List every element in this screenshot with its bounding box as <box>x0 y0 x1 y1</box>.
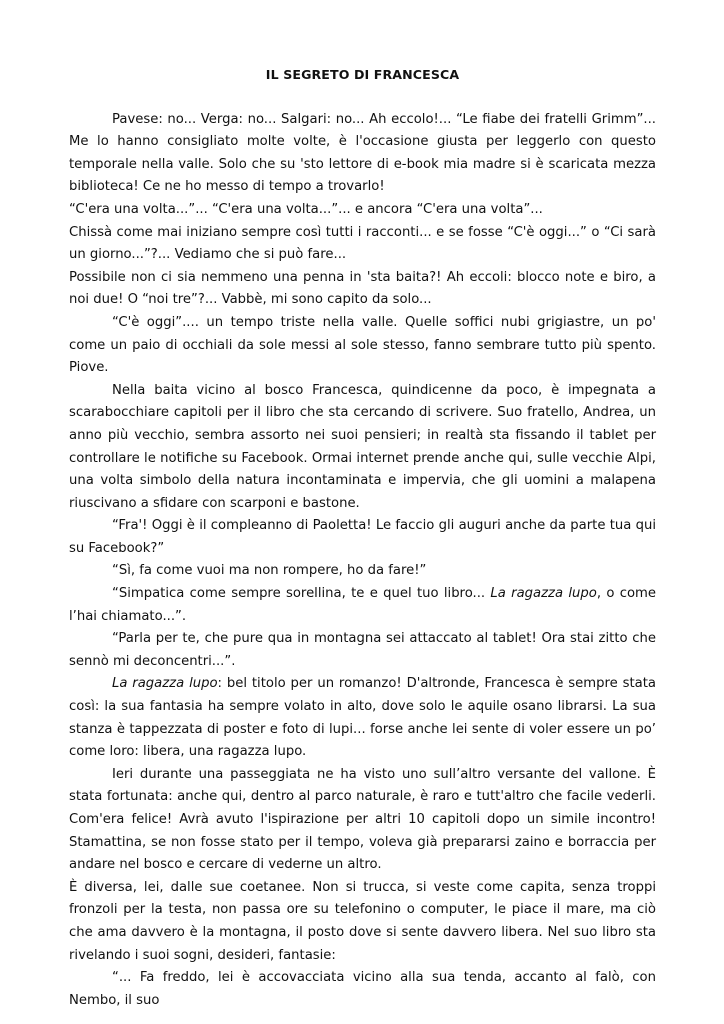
italic-book-title: La ragazza lupo <box>490 586 597 602</box>
paragraph-text: , o come l’hai chiamato...”. <box>69 586 656 624</box>
paragraph <box>69 628 656 673</box>
document-title: IL SEGRETO DI FRANCESCA <box>265 67 460 82</box>
italic-book-title: La ragazza lupo <box>112 676 218 692</box>
paragraph-text: Pavese: no... Verga: no... Salgari: no... Ah eccolo!... “Le fiabe dei fratelli Grimm”... Me lo hanno consigliato molte volte, è l'occasione giusta per leggerlo con questo temporale nella valle. Solo che su 'sto lettore di e-book mia madre si è scaricata mezza biblioteca! Ce ne ho messo di tempo a trovarlo! <box>69 111 656 195</box>
paragraph-text: Ieri durante una passeggiata ne ha visto uno sull’altro versante del vallone. È stata fortunata: anche qui, dentro al parco naturale, è raro e tutt'altro che facile vederli. Com'era felice! Avrà avuto l'ispirazione per altri 10 capitoli dopo un simile incontro! Stamattina, se non fosse stato per il tempo, voleva già prepararsi zaino e borraccia per andare nel bosco e cercare di vederne un altro. <box>69 766 656 873</box>
paragraph <box>69 267 656 312</box>
paragraph-text: È diversa, lei, dalle sue coetanee. Non si trucca, si veste come capita, senza troppi fronzoli per la testa, non passa ore su telefonino o computer, le piace il mare, ma ciò che ama davvero è la montagna, il posto dove si sente davvero libera. Nel suo libro sta rivelando i suoi sogni, desideri, fantasie: <box>69 879 656 963</box>
paragraph <box>69 109 656 199</box>
paragraph <box>69 312 656 380</box>
paragraph <box>69 967 656 1012</box>
paragraph <box>69 673 656 763</box>
paragraph <box>69 380 656 516</box>
paragraph <box>69 199 656 222</box>
paragraph-text: : bel titolo per un romanzo! D'altronde, Francesca è sempre stata così: la sua fantasia ha sempre volato in alto, dove solo le aquile osano librarsi. La sua stanza è tappezzata di poster e foto di lupi... forse anche lei sente di voler essere un po’ come loro: libera, una ragazza lupo. <box>69 676 656 760</box>
paragraph-text: “Sì, fa come vuoi ma non rompere, ho da fare!” <box>112 563 427 579</box>
paragraph <box>69 560 656 583</box>
paragraph <box>69 583 656 628</box>
document-body <box>69 109 656 1013</box>
paragraph <box>69 222 656 267</box>
paragraph-text: “C'è oggi”.... un tempo triste nella valle. Quelle soffici nubi grigiastre, un po' come un paio di occhiali da sole messi al sole stesso, fanno sembrare tutto più spento. Piove. <box>69 314 656 376</box>
paragraph-text: Nella baita vicino al bosco Francesca, quindicenne da poco, è impegnata a scarabocchiare capitoli per il libro che sta cercando di scrivere. Suo fratello, Andrea, un anno più vecchio, sembra assorto nei suoi pensieri; in realtà sta fissando il tablet per controllare le notifiche su Facebook. Ormai internet prende anche qui, sulle vecchie Alpi, una volta simbolo della natura incontaminata e impervia, che gli uomini a malapena riuscivano a sfidare con scarponi e bastone. <box>69 382 656 511</box>
paragraph <box>69 764 656 877</box>
paragraph-text: Possibile non ci sia nemmeno una penna in 'sta baita?! Ah eccoli: blocco note e biro, a noi due! O “noi tre”?... Vabbè, mi sono capito da solo... <box>69 269 656 308</box>
paragraph-text: Chissà come mai iniziano sempre così tutti i racconti... e se fosse “C'è oggi...” o “Ci sarà un giorno...”?... Vediamo che si può fare... <box>69 224 656 263</box>
paragraph <box>69 877 656 967</box>
paragraph-text: “Fra'! Oggi è il compleanno di Paoletta! Le faccio gli auguri anche da parte tua qui su Facebook?” <box>69 518 656 556</box>
paragraph-text: “... Fa freddo, lei è accovacciata vicino alla sua tenda, accanto al falò, con Nembo, il suo <box>69 970 656 1008</box>
paragraph-text: “Simpatica come sempre sorellina, te e quel tuo libro... <box>112 586 491 602</box>
paragraph-text: “Parla per te, che pure qua in montagna sei attaccato al tablet! Ora stai zitto che sennò mi deconcentri...”. <box>69 631 656 669</box>
paragraph-text: “C'era una volta...”... “C'era una volta...”... e ancora “C'era una volta”... <box>69 201 543 217</box>
paragraph <box>69 515 656 560</box>
